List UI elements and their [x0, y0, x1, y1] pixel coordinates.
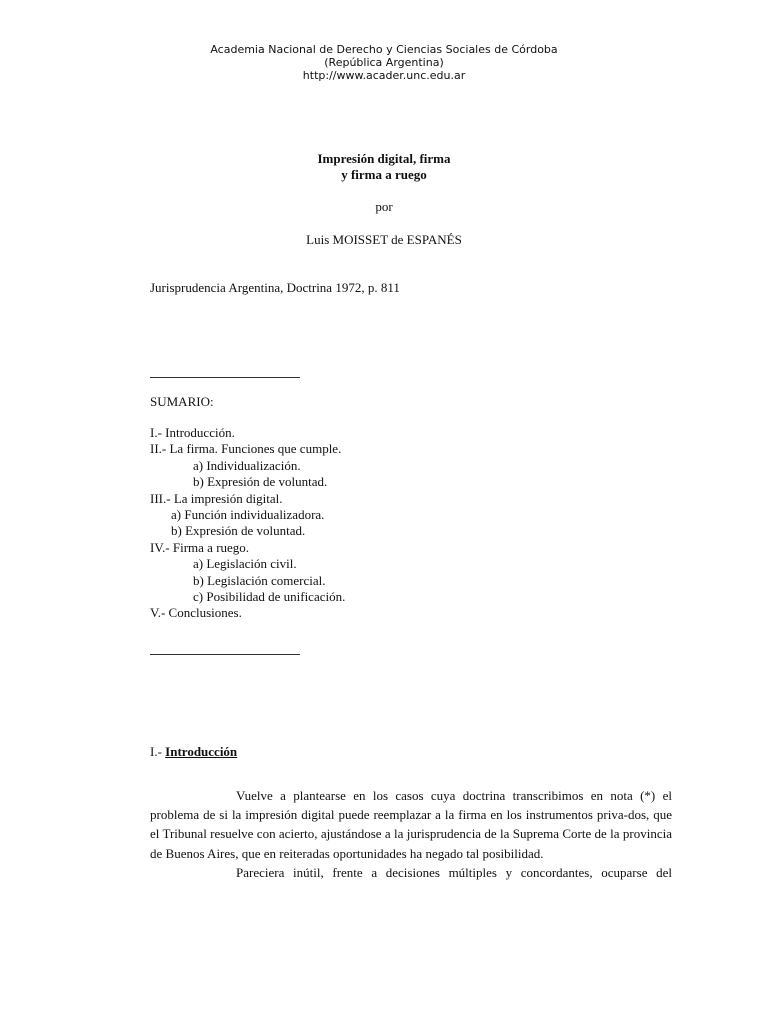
- institution-country: (República Argentina): [324, 56, 444, 69]
- title-line-2: y firma a ruego: [341, 167, 427, 182]
- body-paragraph: Vuelve a plantearse en los casos cuya doctrina transcribimos en nota (*) el problema de si la impresión digital puede reemplazar a la firma en los instrumentos priva-dos, que el Tribunal resuelve con acierto, ajustándose a la jurisprudencia de la Suprema Corte de la provincia de Buenos Aires, que en reiteradas oportunidades ha negado tal posibilidad.: [150, 788, 672, 861]
- author-name: Luis MOISSET de ESPANÉS: [306, 232, 462, 247]
- summary-subitem: a) Legislación civil.: [193, 556, 297, 572]
- section-heading: [150, 744, 237, 760]
- title-line-1: Impresión digital, firma: [317, 151, 451, 166]
- separator-rule-bottom: [150, 654, 300, 655]
- summary-item: I.- Introducción.: [150, 425, 235, 440]
- summary-subitem: a) Función individualizadora.: [171, 507, 325, 523]
- section-title: Introducción: [165, 744, 238, 759]
- summary-subitem: b) Expresión de voluntad.: [171, 523, 306, 539]
- summary-subitem: b) Expresión de voluntad.: [193, 474, 328, 490]
- summary-item: IV.- Firma a ruego.: [150, 539, 250, 555]
- summary-heading: SUMARIO:: [150, 394, 214, 409]
- by-label: por: [375, 199, 393, 214]
- institution-header: [0, 43, 768, 82]
- citation: Jurisprudencia Argentina, Doctrina 1972, p. 811: [150, 280, 400, 295]
- summary-item: III.- La impresión digital.: [150, 490, 283, 506]
- summary-subitem: b) Legislación comercial.: [193, 572, 326, 588]
- summary-item: V.- Conclusiones.: [150, 605, 242, 621]
- separator-rule-top: [150, 377, 300, 378]
- institution-name: Academia Nacional de Derecho y Ciencias Sociales de Córdoba: [210, 43, 558, 56]
- section-number: I.-: [150, 744, 166, 759]
- summary-subitem: a) Individualización.: [193, 457, 301, 473]
- summary-list: [150, 425, 345, 622]
- institution-url[interactable]: http://www.acader.unc.edu.ar: [302, 69, 466, 82]
- body-paragraph: Pareciera inútil, frente a decisiones múltiples y concordantes, ocuparse del: [236, 864, 672, 880]
- summary-item: II.- La firma. Funciones que cumple.: [150, 441, 342, 457]
- document-title: [0, 151, 768, 183]
- summary-subitem: c) Posibilidad de unificación.: [193, 589, 346, 605]
- section-body: [150, 786, 672, 882]
